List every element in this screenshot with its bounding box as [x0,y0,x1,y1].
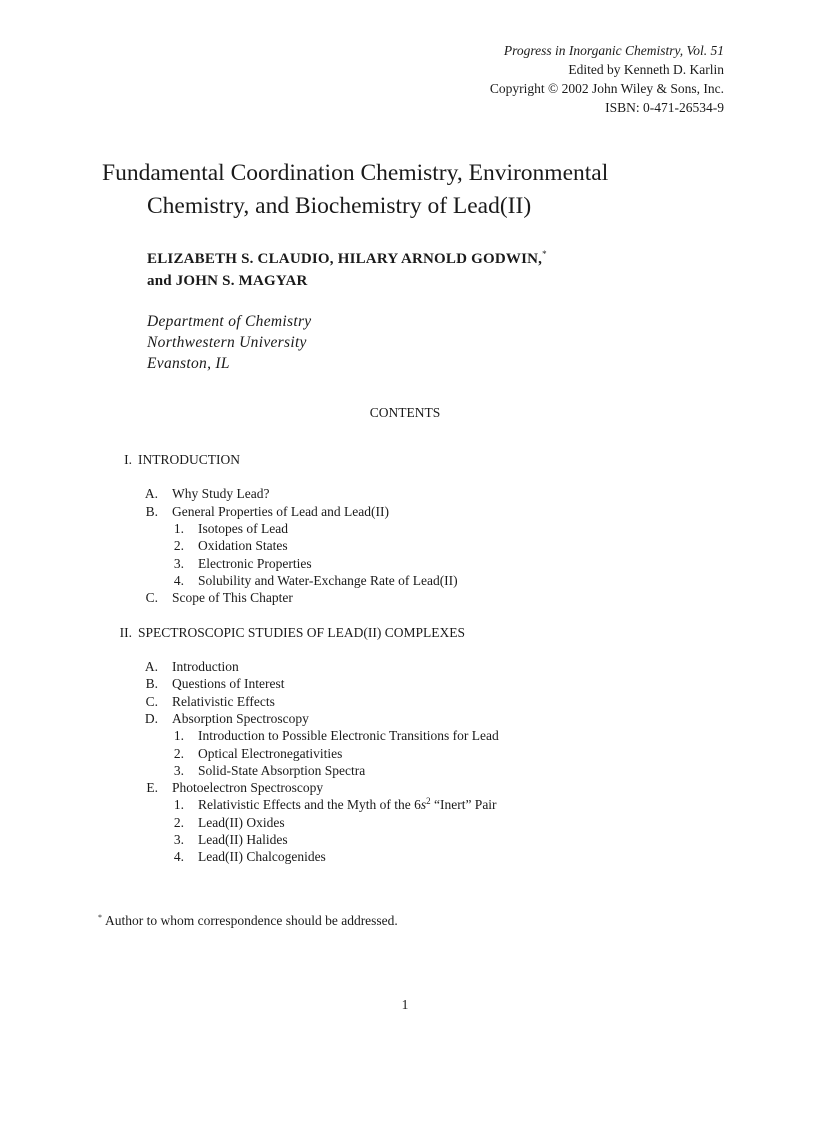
toc-item-number: 1. [173,797,184,812]
toc-item [0,572,458,589]
page-number: 1 [401,997,409,1012]
toc-item-number: 4. [173,573,184,588]
toc-item [0,796,497,813]
copyright-line: Copyright © 2002 John Wiley & Sons, Inc. [489,81,724,96]
toc-item-title [198,797,497,812]
affiliation-city: Evanston, IL [147,355,230,372]
toc-item [0,537,288,554]
toc-item [0,727,499,744]
isbn-line: ISBN: 0-471-26534-9 [605,100,724,115]
orbital-variable: s [420,797,427,812]
toc-subsection-letter: B. [145,676,158,691]
toc-item-title: Lead(II) Oxides [198,815,285,830]
toc-item [0,831,288,848]
toc-section-number: II. [119,625,132,640]
toc-section-title: INTRODUCTION [138,452,240,467]
toc-item-number: 2. [173,538,184,553]
editor-line: Edited by Kenneth D. Karlin [568,62,724,77]
toc-item [0,848,326,865]
toc-item-title: Oxidation States [198,538,288,553]
toc-subsection-letter: A. [144,659,158,674]
contents-heading: CONTENTS [369,405,441,420]
toc-item-number: 3. [173,763,184,778]
toc-item [0,762,365,779]
toc-item-title-text: “Inert” Pair [430,797,497,812]
toc-item-title: Solid-State Absorption Spectra [198,763,366,778]
toc-subsection-title: Relativistic Effects [172,694,275,709]
toc-subsection-letter: C. [145,590,158,605]
toc-item [0,520,288,537]
toc-subsection-letter: A. [144,486,158,501]
author-line2: and JOHN S. MAGYAR [147,273,308,289]
toc-subsection-title: Introduction [172,659,239,674]
toc-item-number: 3. [173,832,184,847]
toc-section-2 [0,624,465,641]
chapter-title [102,157,742,223]
toc-item-title: Optical Electronegativities [198,746,343,761]
toc-item-title: Isotopes of Lead [198,521,288,536]
toc-item-number: 3. [173,556,184,571]
affiliation-department: Department of Chemistry [147,313,312,330]
toc-item [0,814,285,831]
author-names-1: ELIZABETH S. CLAUDIO, HILARY ARNOLD GODWIN, [147,251,543,267]
toc-subsection [0,710,309,727]
corresponding-author-marker: * [542,249,547,259]
toc-subsection [0,779,323,796]
footnote-text: Author to whom correspondence should be addressed. [105,913,398,928]
toc-item-title-text: Relativistic Effects and the Myth of the 6 [198,797,421,812]
toc-subsection-letter: B. [145,504,158,519]
orbital-superscript: 2 [426,796,431,806]
toc-item-number: 2. [173,746,184,761]
toc-subsection-letter: C. [145,694,158,709]
toc-subsection-letter: D. [144,711,158,726]
toc-subsection-title: Why Study Lead? [172,486,270,501]
toc-subsection-title: Questions of Interest [172,676,285,691]
toc-subsection [0,658,239,675]
toc-subsection [0,589,293,606]
toc-item-number: 1. [173,728,184,743]
toc-item-title: Introduction to Possible Electronic Transitions for Lead [198,728,499,743]
author-list [147,248,547,292]
toc-section-number: I. [124,452,132,467]
toc-subsection-title: Scope of This Chapter [172,590,293,605]
affiliation [147,311,311,374]
toc-item-number: 1. [173,521,184,536]
toc-item-title: Lead(II) Chalcogenides [198,849,326,864]
toc-subsection-letter: E. [146,780,158,795]
publication-header [490,41,724,117]
footnote [98,913,398,929]
chapter-title-line1: Fundamental Coordination Chemistry, Environmental [102,160,609,186]
toc-section-1 [0,451,240,468]
toc-subsection [0,485,269,502]
toc-subsection [0,503,389,520]
toc-subsection-title: Photoelectron Spectroscopy [172,780,324,795]
footnote-marker: * [98,913,102,922]
toc-subsection [0,675,284,692]
journal-name: Progress in Inorganic Chemistry, Vol. 51 [503,43,724,58]
toc-item [0,555,312,572]
toc-item-title: Electronic Properties [198,556,312,571]
chapter-title-line2: Chemistry, and Biochemistry of Lead(II) [147,193,532,219]
affiliation-university: Northwestern University [147,334,307,351]
toc-subsection [0,693,275,710]
author-line1 [147,248,547,270]
toc-item-number: 4. [173,849,184,864]
toc-section-title: SPECTROSCOPIC STUDIES OF LEAD(II) COMPLEXES [138,625,466,640]
toc-subsection-title: Absorption Spectroscopy [172,711,309,726]
toc-item-number: 2. [173,815,184,830]
toc-item-title: Solubility and Water-Exchange Rate of Lead(II) [198,573,458,588]
toc-item [0,745,342,762]
toc-item-title: Lead(II) Halides [198,832,288,847]
toc-subsection-title: General Properties of Lead and Lead(II) [172,504,390,519]
